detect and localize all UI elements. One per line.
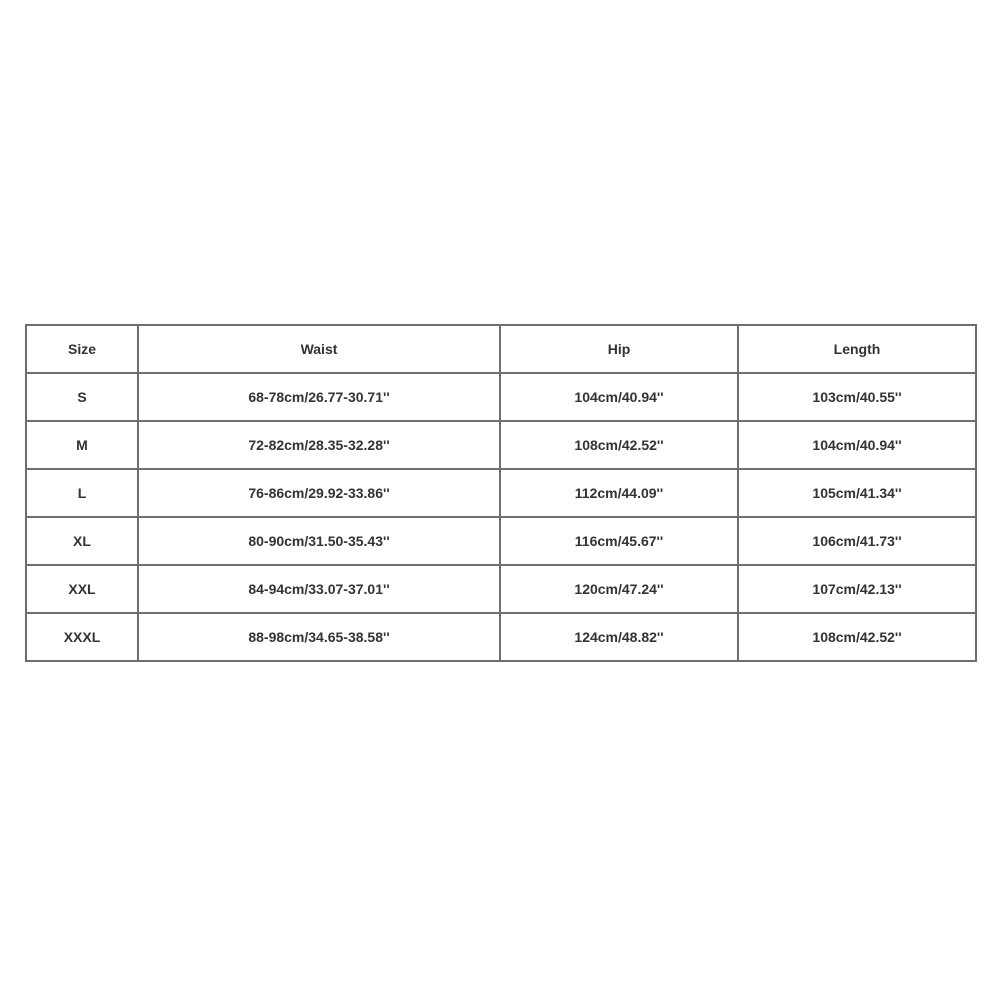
- cell-hip: 112cm/44.09'': [500, 469, 738, 517]
- cell-length: 106cm/41.73'': [738, 517, 976, 565]
- cell-size: S: [26, 373, 138, 421]
- cell-length: 108cm/42.52'': [738, 613, 976, 661]
- cell-size: L: [26, 469, 138, 517]
- cell-size: XXXL: [26, 613, 138, 661]
- table-row: [26, 517, 976, 565]
- cell-size: M: [26, 421, 138, 469]
- header-hip: Hip: [500, 325, 738, 373]
- size-chart-table: [25, 324, 977, 662]
- cell-hip: 120cm/47.24'': [500, 565, 738, 613]
- table-header-row: [26, 325, 976, 373]
- cell-length: 104cm/40.94'': [738, 421, 976, 469]
- cell-length: 107cm/42.13'': [738, 565, 976, 613]
- cell-waist: 88-98cm/34.65-38.58'': [138, 613, 500, 661]
- cell-waist: 84-94cm/33.07-37.01'': [138, 565, 500, 613]
- table-row: [26, 613, 976, 661]
- header-waist: Waist: [138, 325, 500, 373]
- cell-length: 105cm/41.34'': [738, 469, 976, 517]
- cell-waist: 72-82cm/28.35-32.28'': [138, 421, 500, 469]
- cell-hip: 108cm/42.52'': [500, 421, 738, 469]
- header-size: Size: [26, 325, 138, 373]
- cell-waist: 76-86cm/29.92-33.86'': [138, 469, 500, 517]
- table-row: [26, 565, 976, 613]
- cell-waist: 68-78cm/26.77-30.71'': [138, 373, 500, 421]
- table-row: [26, 373, 976, 421]
- cell-size: XL: [26, 517, 138, 565]
- cell-hip: 104cm/40.94'': [500, 373, 738, 421]
- header-length: Length: [738, 325, 976, 373]
- table-row: [26, 421, 976, 469]
- cell-hip: 116cm/45.67'': [500, 517, 738, 565]
- table-row: [26, 469, 976, 517]
- cell-hip: 124cm/48.82'': [500, 613, 738, 661]
- cell-length: 103cm/40.55'': [738, 373, 976, 421]
- cell-waist: 80-90cm/31.50-35.43'': [138, 517, 500, 565]
- cell-size: XXL: [26, 565, 138, 613]
